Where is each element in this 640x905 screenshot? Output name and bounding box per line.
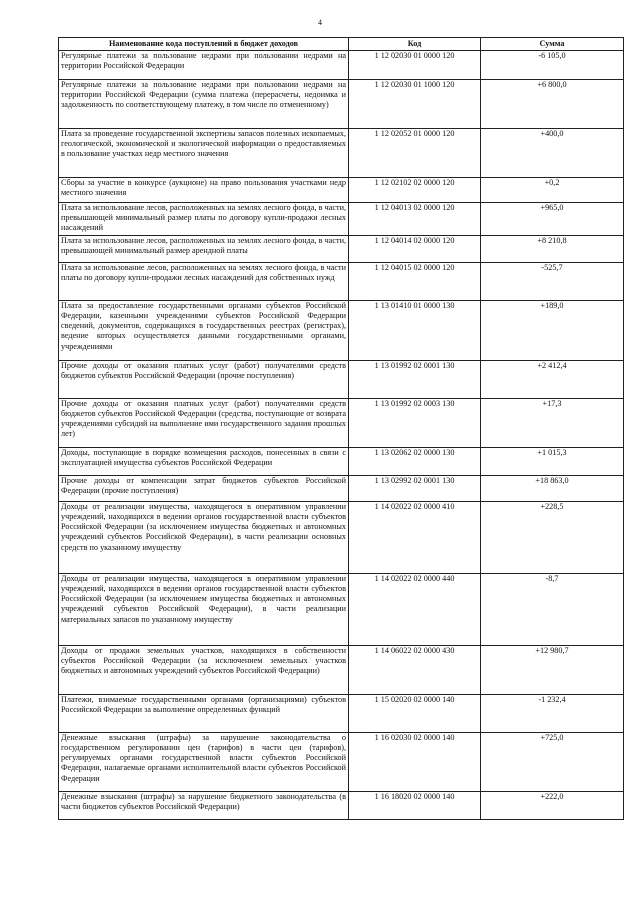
revenue-name-cell: Платежи, взимаемые государственными органами (организациями) субъектов Российской Федерации за выполнение определенных функций <box>59 695 349 733</box>
revenue-name-cell: Денежные взыскания (штрафы) за нарушение законодательства о государственном регулировании цен (тарифов) в части цен (тарифов), регулируемых органами государственной власти субъектов Российской Федерации, налагаемые органами исполнительной власти субъектов Российской Федерации <box>59 733 349 792</box>
revenue-code-cell: 1 12 02052 01 0000 120 <box>349 129 481 178</box>
revenue-name-cell: Доходы от реализации имущества, находящегося в оперативном управлении учреждений, находящихся в ведении органов государственной власти субъектов Российской Федерации (за исключением имущества бюджетных и автономных учреждений субъектов Российской Федерации), в части реализации материальных запасов по указанному имуществу <box>59 574 349 646</box>
table-row <box>59 502 624 574</box>
revenue-amount-cell: +725,0 <box>481 733 624 792</box>
revenue-amount-cell: -8,7 <box>481 574 624 646</box>
revenue-name-cell: Плата за использование лесов, расположенных на землях лесного фонда, в части платы по договору купли-продажи лесных насаждений для собственных нужд <box>59 263 349 301</box>
table-row <box>59 448 624 476</box>
revenue-amount-cell: +6 800,0 <box>481 80 624 129</box>
header-amount: Сумма <box>481 38 624 51</box>
revenue-amount-cell: -6 105,0 <box>481 51 624 80</box>
revenue-code-cell: 1 14 06022 02 0000 430 <box>349 646 481 695</box>
revenue-code-cell: 1 12 02030 01 1000 120 <box>349 80 481 129</box>
table-row <box>59 574 624 646</box>
revenue-code-cell: 1 12 04015 02 0000 120 <box>349 263 481 301</box>
revenue-name-cell: Плата за использование лесов, расположенных на землях лесного фонда, в части, превышающей минимальный размер платы по договору купли-продажи лесных насаждений <box>59 203 349 236</box>
revenue-amount-cell: +228,5 <box>481 502 624 574</box>
revenue-amount-cell: +18 863,0 <box>481 476 624 502</box>
header-code: Код <box>349 38 481 51</box>
revenue-code-cell: 1 12 02102 02 0000 120 <box>349 178 481 203</box>
revenue-code-cell: 1 16 18020 02 0000 140 <box>349 792 481 820</box>
revenue-name-cell: Доходы, поступающие в порядке возмещения расходов, понесенных в связи с эксплуатацией имущества субъектов Российской Федерации <box>59 448 349 476</box>
revenue-code-cell: 1 13 02062 02 0000 130 <box>349 448 481 476</box>
page-number: 4 <box>318 18 322 27</box>
revenue-name-cell: Плата за использование лесов, расположенных на землях лесного фонда, в части, превышающей минимальный размер арендной платы <box>59 236 349 263</box>
revenue-name-cell: Регулярные платежи за пользование недрами при пользовании недрами на территории Российской Федерации <box>59 51 349 80</box>
table-row <box>59 80 624 129</box>
revenue-name-cell: Доходы от продажи земельных участков, находящихся в собственности субъектов Российской Федерации (за исключением земельных участков бюджетных и автономных учреждений субъектов Российской Федерации) <box>59 646 349 695</box>
header-name: Наименование кода поступлений в бюджет доходов <box>59 38 349 51</box>
revenue-amount-cell: +17,3 <box>481 399 624 448</box>
table-row <box>59 301 624 361</box>
table-row <box>59 695 624 733</box>
revenue-code-cell: 1 12 02030 01 0000 120 <box>349 51 481 80</box>
revenue-amount-cell: +965,0 <box>481 203 624 236</box>
revenue-amount-cell: -525,7 <box>481 263 624 301</box>
table-row <box>59 476 624 502</box>
revenue-name-cell: Денежные взыскания (штрафы) за нарушение бюджетного законодательства (в части бюджетов субъектов Российской Федерации) <box>59 792 349 820</box>
revenue-name-cell: Плата за предоставление государственными органами субъектов Российской Федерации, казенными учреждениями субъектов Российской Федерации сведений, документов, содержащихся в государственных реестрах (регистрах), ведение которых осуществляется данными государственными органами, учреждениями <box>59 301 349 361</box>
table-row <box>59 263 624 301</box>
revenue-code-cell: 1 13 01992 02 0001 130 <box>349 361 481 399</box>
revenue-name-cell: Прочие доходы от оказания платных услуг (работ) получателями средств бюджетов субъектов Российской Федерации (прочие поступления) <box>59 361 349 399</box>
revenue-code-cell: 1 12 04013 02 0000 120 <box>349 203 481 236</box>
revenue-name-cell: Прочие доходы от оказания платных услуг (работ) получателями средств бюджетов субъектов Российской Федерации (средства, поступающие от возврата учреждениями субсидий на выполнение ими государственного задания прошлых лет) <box>59 399 349 448</box>
table-row <box>59 361 624 399</box>
revenue-amount-cell: +8 210,8 <box>481 236 624 263</box>
revenue-code-cell: 1 13 01410 01 0000 130 <box>349 301 481 361</box>
revenue-code-cell: 1 15 02020 02 0000 140 <box>349 695 481 733</box>
revenue-amount-cell: +12 980,7 <box>481 646 624 695</box>
revenue-code-cell: 1 13 01992 02 0003 130 <box>349 399 481 448</box>
revenue-amount-cell: +0,2 <box>481 178 624 203</box>
revenue-amount-cell: +2 412,4 <box>481 361 624 399</box>
table-row <box>59 236 624 263</box>
table-row <box>59 51 624 80</box>
revenue-amount-cell: +189,0 <box>481 301 624 361</box>
table-row <box>59 399 624 448</box>
revenue-code-cell: 1 13 02992 02 0001 130 <box>349 476 481 502</box>
table-row <box>59 733 624 792</box>
revenue-name-cell: Доходы от реализации имущества, находящегося в оперативном управлении учреждений, находящихся в ведении органов государственной власти субъектов Российской Федерации (за исключением имущества бюджетных и автономных учреждений субъектов Российской Федерации), в части реализации основных средств по указанному имуществу <box>59 502 349 574</box>
table-header-row <box>59 38 624 51</box>
table-row <box>59 792 624 820</box>
revenue-name-cell: Прочие доходы от компенсации затрат бюджетов субъектов Российской Федерации (прочие поступления) <box>59 476 349 502</box>
revenue-name-cell: Сборы за участие в конкурсе (аукционе) на право пользования участками недр местного значения <box>59 178 349 203</box>
table-row <box>59 178 624 203</box>
table-row <box>59 203 624 236</box>
table-row <box>59 129 624 178</box>
revenue-amount-cell: +1 015,3 <box>481 448 624 476</box>
revenue-amount-cell: +222,0 <box>481 792 624 820</box>
revenue-code-cell: 1 14 02022 02 0000 440 <box>349 574 481 646</box>
revenue-amount-cell: -1 232,4 <box>481 695 624 733</box>
revenue-code-cell: 1 12 04014 02 0000 120 <box>349 236 481 263</box>
revenue-name-cell: Регулярные платежи за пользование недрами при пользовании недрами на территории Российской Федерации (сумма платежа (перерасчеты, недоимка и задолженность по соответствующему платежу, в том числе по отмененному) <box>59 80 349 129</box>
revenue-code-cell: 1 14 02022 02 0000 410 <box>349 502 481 574</box>
revenue-amount-cell: +400,0 <box>481 129 624 178</box>
revenue-codes-table <box>58 37 624 820</box>
revenue-code-cell: 1 16 02030 02 0000 140 <box>349 733 481 792</box>
revenue-name-cell: Плата за проведение государственной экспертизы запасов полезных ископаемых, геологической, экономической и экологической информации о предоставляемых в пользование участках недр местного значения <box>59 129 349 178</box>
table-row <box>59 646 624 695</box>
